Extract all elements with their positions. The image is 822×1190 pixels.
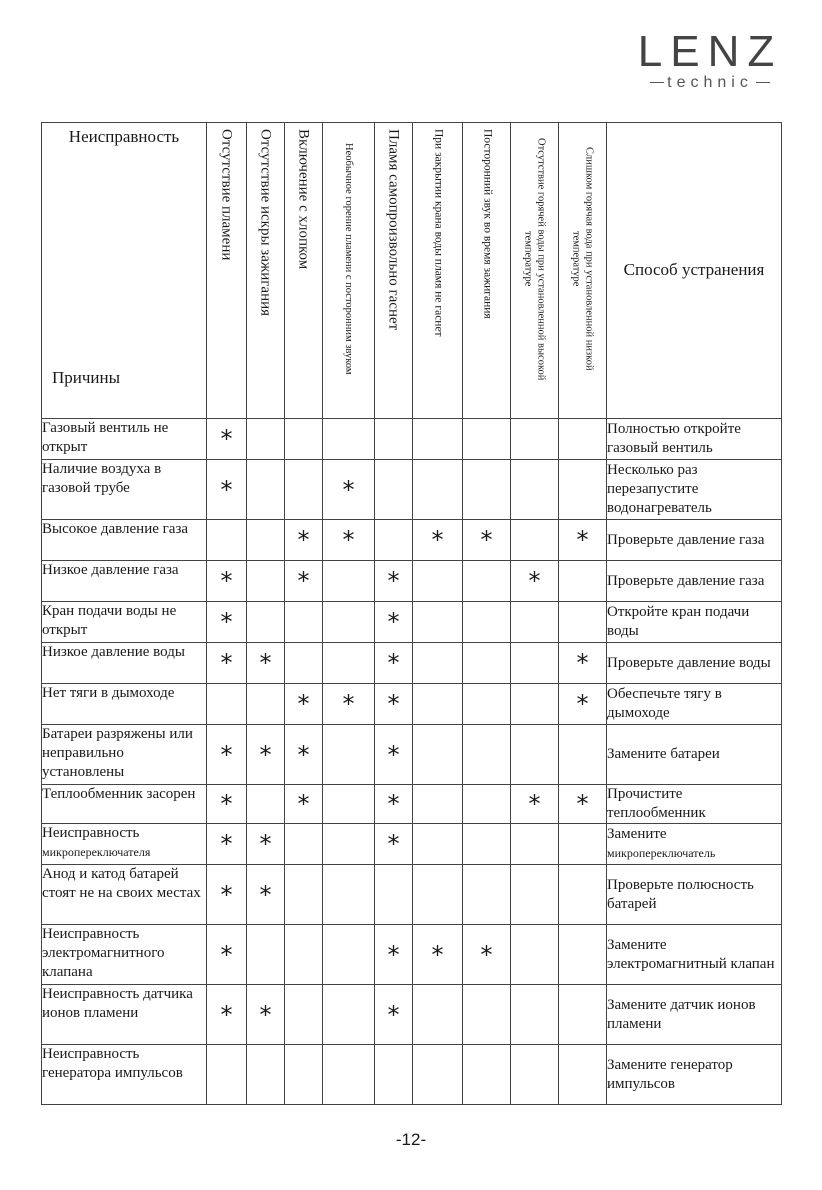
asterisk-mark: * [576,690,589,718]
remedy-text: Замените электромагнитный клапан [607,936,775,972]
asterisk-mark: * [387,649,400,677]
symptom-cell [375,460,413,520]
remedy-text: Замените батареи [607,746,720,762]
symptom-cell [207,925,247,985]
symptom-label: Отсутствие пламени [218,129,235,261]
asterisk-mark: * [220,940,233,969]
symptom-cell [463,520,511,561]
symptom-header [463,123,511,419]
remedy-header: Способ устранения [607,123,782,419]
remedy-cell [607,643,782,684]
symptom-cell [413,520,463,561]
symptom-cell [413,643,463,684]
table-row [42,643,782,684]
symptom-cell [207,419,247,460]
remedy-cell [607,985,782,1045]
symptom-cell [247,561,285,602]
asterisk-mark: * [480,526,493,554]
symptom-cell [285,602,323,643]
remedy-cell [607,824,782,865]
table-row [42,684,782,725]
asterisk-mark: * [259,649,272,677]
brand-name: LENZ [637,27,783,76]
cause-text: Анод и катод батарей стоят не на своих местах [42,866,201,901]
cause-text: Нет тяги в дымоходе [42,685,175,701]
symptom-cell [511,865,559,925]
symptom-cell [207,1045,247,1105]
cause-text: Неисправность электромагнитного клапана [42,926,165,980]
cause-cell [42,785,207,824]
symptom-cell [559,419,607,460]
symptom-header [247,123,285,419]
symptom-cell [247,725,285,785]
cause-text: Теплообменник засорен [42,786,196,802]
symptom-cell [323,419,375,460]
asterisk-mark: * [220,567,233,595]
symptom-cell [463,684,511,725]
symptom-cell [375,1045,413,1105]
remedy-text: Прочистите теплообменник [607,786,706,821]
cause-text: Низкое давление воды [42,644,185,660]
asterisk-mark: * [387,740,400,769]
symptom-cell [247,865,285,925]
remedy-cell [607,785,782,824]
cause-cell [42,460,207,520]
remedy-text: Откройте кран подачи воды [607,604,750,639]
cause-cell [42,602,207,643]
symptom-cell [375,643,413,684]
symptom-cell [413,561,463,602]
symptom-cell [323,561,375,602]
asterisk-mark: * [387,1000,400,1029]
cause-cell [42,865,207,925]
symptom-cell [413,1045,463,1105]
symptom-cell [207,865,247,925]
cause-header [42,123,207,419]
cause-cell [42,643,207,684]
symptom-cell [413,419,463,460]
asterisk-mark: * [387,940,400,969]
symptom-cell [511,602,559,643]
symptom-cell [323,460,375,520]
symptom-cell [247,643,285,684]
table-row [42,725,782,785]
remedy-text: Обеспечьте тягу в дымоходе [607,686,722,721]
symptom-cell [559,985,607,1045]
symptom-cell [463,602,511,643]
symptom-label: Необычное горение пламени с посторонним звуком [343,143,355,375]
asterisk-mark: * [431,940,444,969]
table-row [42,824,782,865]
symptom-cell [285,865,323,925]
asterisk-mark: * [342,526,355,554]
table-row [42,1045,782,1105]
table-header-row [42,123,782,419]
symptom-cell [413,460,463,520]
symptom-cell [285,561,323,602]
symptom-cell [323,643,375,684]
symptom-cell [375,985,413,1045]
symptom-cell [323,602,375,643]
table-row [42,925,782,985]
symptom-cell [323,684,375,725]
symptom-cell [207,725,247,785]
asterisk-mark: * [220,425,233,453]
remedy-text: Проверьте полюсность батарей [607,876,754,912]
cause-text: Низкое давление газа [42,562,179,578]
symptom-cell [285,643,323,684]
symptom-cell [511,925,559,985]
remedy-text: Проверьте давление газа [607,572,765,589]
symptom-cell [463,824,511,865]
cause-cell [42,1045,207,1105]
symptom-cell [413,985,463,1045]
symptom-cell [463,561,511,602]
symptom-cell [511,460,559,520]
remedy-cell [607,602,782,643]
remedy-cell [607,1045,782,1105]
symptom-cell [285,460,323,520]
asterisk-mark: * [576,649,589,677]
remedy-text-small: микропереключатель [607,846,716,860]
symptom-cell [463,865,511,925]
symptom-label: Посторонний звук во время зажигания [481,129,494,319]
asterisk-mark: * [387,690,400,718]
symptom-cell [511,643,559,684]
symptom-cell [375,561,413,602]
symptom-header [559,123,607,419]
table-row [42,785,782,824]
symptom-cell [207,561,247,602]
symptom-cell [559,643,607,684]
symptom-cell [559,785,607,824]
symptom-cell [323,865,375,925]
symptom-cell [375,785,413,824]
symptom-cell [323,985,375,1045]
asterisk-mark: * [220,740,233,769]
asterisk-mark: * [387,608,400,636]
remedy-text: Несколько раз перезапустите водонагреватель [607,462,712,516]
symptom-cell [247,460,285,520]
cause-text: Батареи разряжены или неправильно установлены [42,726,193,780]
symptom-cell [511,684,559,725]
remedy-cell [607,865,782,925]
symptom-cell [463,785,511,824]
symptom-cell [559,684,607,725]
asterisk-mark: * [220,649,233,677]
symptom-cell [207,824,247,865]
symptom-cell [511,561,559,602]
symptom-cell [207,520,247,561]
symptom-cell [285,824,323,865]
remedy-cell [607,419,782,460]
symptom-header [207,123,247,419]
symptom-cell [511,419,559,460]
asterisk-mark: * [220,475,233,504]
cause-text-small: микропереключателя [42,845,151,859]
symptom-cell [247,520,285,561]
symptom-cell [559,865,607,925]
asterisk-mark: * [220,1000,233,1029]
remedy-text: Замените датчик ионов пламени [607,996,756,1032]
symptom-cell [375,865,413,925]
remedy-text: Проверьте давление газа [607,531,765,548]
table-row [42,865,782,925]
cause-cell [42,520,207,561]
symptom-header [511,123,559,419]
causes-label: Причины [52,368,121,387]
asterisk-mark: * [342,475,355,504]
asterisk-mark: * [297,690,310,718]
symptom-cell [511,520,559,561]
symptom-cell [207,785,247,824]
symptom-cell [323,1045,375,1105]
symptom-label: Отсутствие искры зажигания [257,129,274,317]
asterisk-mark: * [259,830,272,858]
asterisk-mark: * [342,690,355,718]
symptom-cell [559,725,607,785]
asterisk-mark: * [387,790,400,818]
symptom-cell [413,824,463,865]
symptom-cell [247,824,285,865]
symptom-label: Отсутствие горячей воды при установленной высокой температуре [522,137,547,381]
remedy-cell [607,520,782,561]
symptom-cell [247,985,285,1045]
symptom-cell [323,520,375,561]
page-number: -12- [395,1130,427,1149]
symptom-cell [375,925,413,985]
symptom-cell [207,602,247,643]
asterisk-mark: * [431,526,444,554]
symptom-cell [511,824,559,865]
symptom-cell [463,643,511,684]
symptom-header [375,123,413,419]
symptom-cell [323,725,375,785]
symptom-cell [207,460,247,520]
symptom-cell [559,520,607,561]
asterisk-mark: * [576,526,589,554]
symptom-cell [413,785,463,824]
symptom-cell [247,419,285,460]
symptom-cell [285,684,323,725]
symptom-label: Включение с хлопком [295,129,312,270]
asterisk-mark: * [528,567,541,595]
asterisk-mark: * [220,608,233,636]
symptom-cell [375,419,413,460]
cause-text: Кран подачи воды не открыт [42,603,177,638]
asterisk-mark: * [297,790,310,818]
symptom-cell [511,1045,559,1105]
cause-cell [42,419,207,460]
asterisk-mark: * [259,740,272,769]
symptom-cell [247,785,285,824]
symptom-header [323,123,375,419]
symptom-cell [559,561,607,602]
asterisk-mark: * [259,1000,272,1029]
table-row [42,419,782,460]
symptom-cell [285,520,323,561]
remedy-text: Полностью откройте газовый вентиль [607,421,741,456]
symptom-cell [559,460,607,520]
symptom-cell [285,925,323,985]
symptom-cell [463,1045,511,1105]
symptom-cell [463,725,511,785]
symptom-cell [285,785,323,824]
symptom-cell [559,602,607,643]
cause-cell [42,985,207,1045]
asterisk-mark: * [528,790,541,818]
brand-sub: technic [630,74,790,92]
cause-text: Неисправность датчика ионов пламени [42,986,193,1021]
troubleshooting-table [41,122,782,1105]
asterisk-mark: * [220,790,233,818]
symptom-cell [285,419,323,460]
asterisk-mark: * [259,880,272,909]
symptom-cell [247,602,285,643]
symptom-cell [207,643,247,684]
symptom-cell [463,985,511,1045]
cause-text: Неисправность генератора импульсов [42,1046,183,1081]
remedy-cell [607,684,782,725]
symptom-cell [323,785,375,824]
symptom-cell [559,925,607,985]
symptom-cell [375,725,413,785]
cause-cell [42,824,207,865]
asterisk-mark: * [297,526,310,554]
symptom-cell [511,785,559,824]
table-row [42,985,782,1045]
symptom-cell [375,602,413,643]
symptom-cell [207,684,247,725]
symptom-cell [511,985,559,1045]
table-row [42,561,782,602]
fault-label: Неисправность [68,127,180,146]
cause-text: Высокое давление газа [42,521,189,537]
cause-cell [42,561,207,602]
symptom-cell [463,460,511,520]
symptom-cell [559,824,607,865]
table-row [42,602,782,643]
cause-cell [42,725,207,785]
brand-logo [630,28,790,98]
asterisk-mark: * [576,790,589,818]
symptom-cell [323,925,375,985]
symptom-header [285,123,323,419]
remedy-text: Замените [607,826,667,842]
asterisk-mark: * [387,567,400,595]
symptom-cell [375,824,413,865]
asterisk-mark: * [220,880,233,909]
remedy-text: Проверьте давление воды [607,654,771,671]
symptom-cell [463,419,511,460]
symptom-cell [323,824,375,865]
remedy-cell [607,460,782,520]
symptom-cell [463,925,511,985]
table-body [42,419,782,1105]
symptom-cell [413,925,463,985]
remedy-text: Замените генератор импульсов [607,1056,733,1092]
remedy-cell [607,725,782,785]
asterisk-mark: * [297,567,310,595]
remedy-cell [607,561,782,602]
symptom-label: Слишком горячая вода при установленной низкой температуре [570,147,595,371]
symptom-label: При закрытии крана воды пламя не гаснет [432,129,445,337]
cause-cell [42,684,207,725]
table-row [42,460,782,520]
asterisk-mark: * [297,740,310,769]
symptom-cell [559,1045,607,1105]
symptom-cell [375,520,413,561]
cause-text: Неисправность [42,825,140,841]
cause-text: Газовый вентиль не открыт [42,420,169,455]
symptom-header [413,123,463,419]
symptom-label: Пламя самопроизвольно гаснет [385,129,402,331]
asterisk-mark: * [220,830,233,858]
symptom-cell [413,725,463,785]
symptom-cell [413,684,463,725]
symptom-cell [285,985,323,1045]
symptom-cell [247,925,285,985]
symptom-cell [413,602,463,643]
symptom-cell [247,1045,285,1105]
asterisk-mark: * [480,940,493,969]
table-row [42,520,782,561]
symptom-cell [285,725,323,785]
remedy-cell [607,925,782,985]
asterisk-mark: * [387,830,400,858]
cause-text: Наличие воздуха в газовой трубе [42,461,162,496]
symptom-cell [413,865,463,925]
symptom-cell [285,1045,323,1105]
symptom-cell [375,684,413,725]
symptom-cell [207,985,247,1045]
symptom-cell [511,725,559,785]
symptom-cell [247,684,285,725]
cause-cell [42,925,207,985]
